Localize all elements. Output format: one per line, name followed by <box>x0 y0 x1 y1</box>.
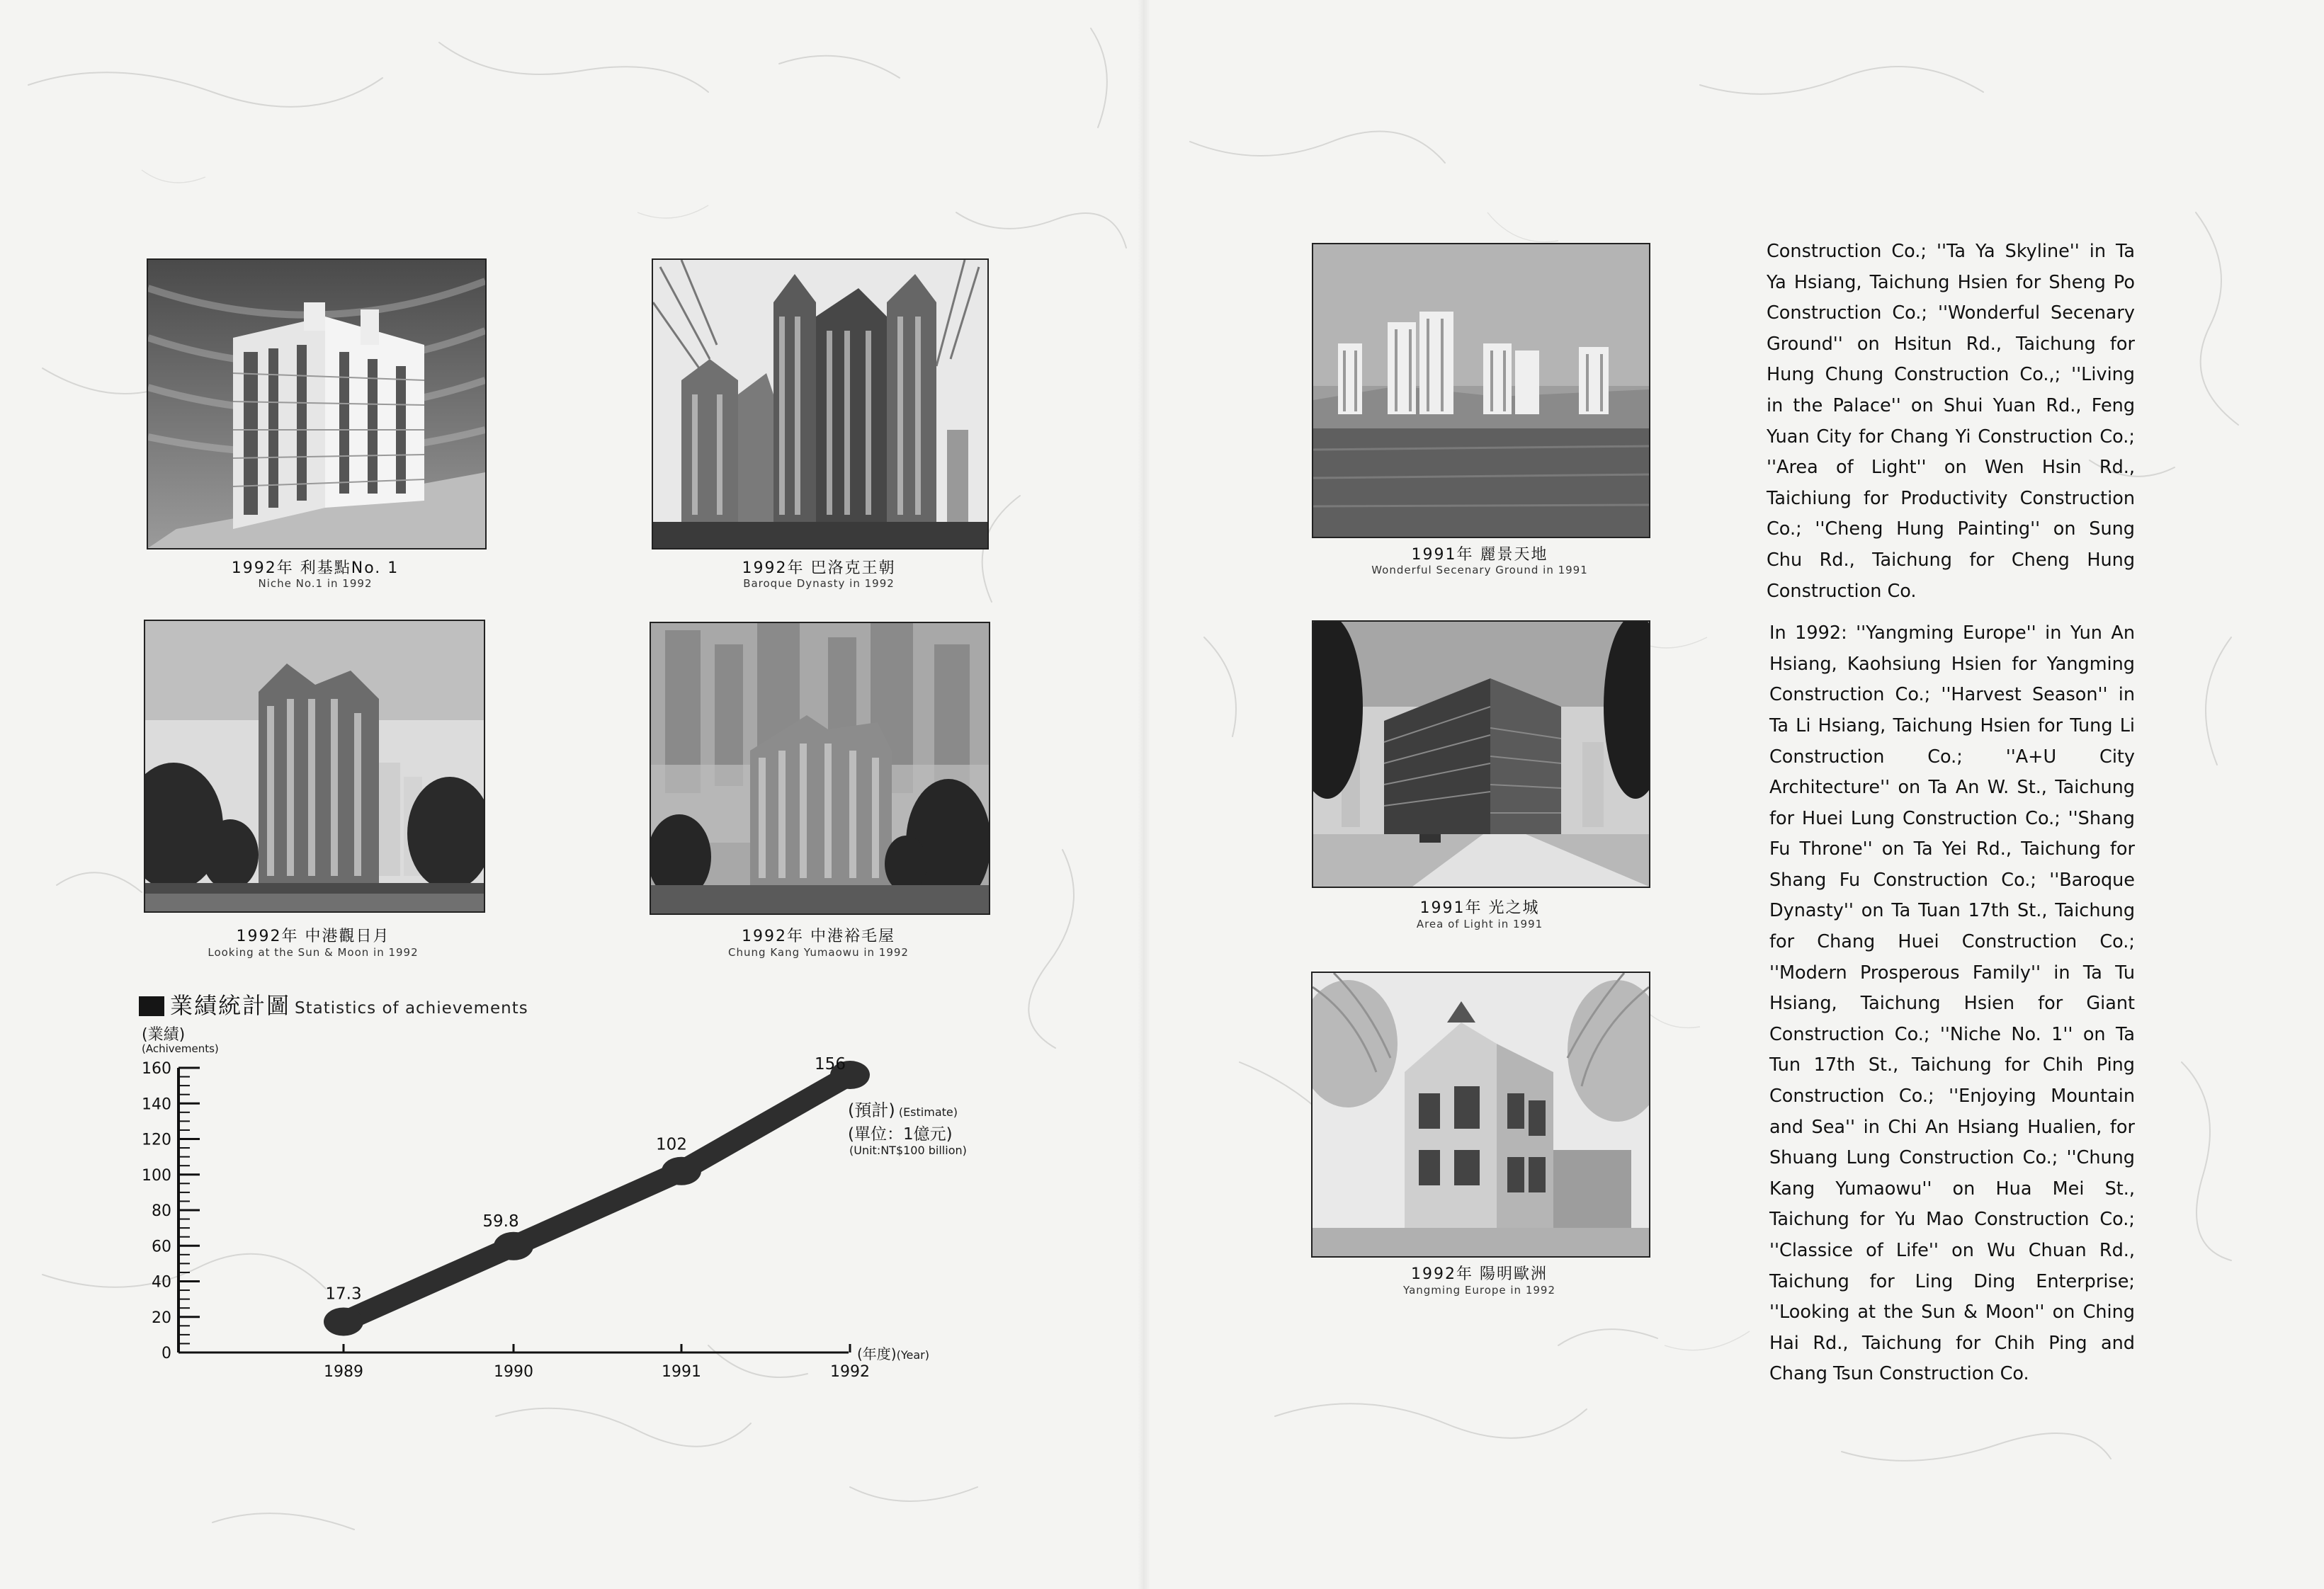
series-line <box>344 1075 850 1321</box>
y-axis-label-zh: (業績) <box>142 1026 186 1044</box>
chart-title-zh: 業績統計圖 <box>170 992 291 1019</box>
y-tick-label: 120 <box>142 1131 171 1149</box>
caption-en: Chung Kang Yumaowu in 1992 <box>728 946 909 959</box>
estimate-en: (Estimate) <box>898 1105 958 1119</box>
caption-zh: 1992年 巴洛克王朝 <box>742 559 896 577</box>
caption-en: Baroque Dynasty in 1992 <box>743 577 895 590</box>
paragraph-1: Construction Co.; ''Ta Ya Skyline'' in Ta Ya Hsiang, Taichung Hsien for Sheng Po Construction Co.; ''Wonderful Secenary Ground'' on Hsitun Rd., Taichung for Hung Chung Construction Co.,; ''Living in the Palace'' on Shui Yuan Rd., Feng Yuan City for Chang Yi Construction Co.; ''Area of Light'' on Wen Hsin Rd., Taichiung for Productivity Construction Co.; ''Cheng Hung Painting'' on Sung Chu Rd., Taichung for Cheng Hung Construction Co. <box>1767 241 2135 602</box>
x-tick-label: 1992 <box>830 1363 870 1381</box>
chart-title-en: Statistics of achievements <box>295 999 528 1018</box>
unit-label-zh: (單位：1億元) <box>848 1125 953 1144</box>
y-tick-label: 60 <box>152 1238 171 1256</box>
caption-zh: 1991年 麗景天地 <box>1411 546 1548 564</box>
data-label: 17.3 <box>325 1285 362 1304</box>
data-label: 102 <box>656 1135 687 1154</box>
estimate-zh: (預計) <box>848 1100 895 1120</box>
data-point <box>494 1232 533 1260</box>
x-axis-label <box>857 1343 929 1363</box>
caption-en: Niche No.1 in 1992 <box>258 577 373 590</box>
x-tick-label: 1989 <box>324 1363 363 1381</box>
y-tick-label: 160 <box>142 1060 171 1078</box>
caption-en: Looking at the Sun & Moon in 1992 <box>208 946 419 959</box>
x-axis-label-zh: (年度) <box>857 1345 897 1362</box>
data-point <box>324 1308 363 1336</box>
caption-zh: 1992年 陽明歐洲 <box>1411 1265 1548 1283</box>
data-label: 59.8 <box>482 1212 519 1231</box>
body-text <box>1767 237 2135 1390</box>
caption-en: Area of Light in 1991 <box>1416 918 1543 930</box>
y-tick-label: 140 <box>142 1095 171 1114</box>
caption-zh: 1991年 光之城 <box>1419 899 1540 917</box>
y-tick-label: 40 <box>152 1273 171 1292</box>
x-axis-label-en: (Year) <box>896 1348 929 1362</box>
caption-en: Yangming Europe in 1992 <box>1402 1284 1556 1297</box>
data-point <box>662 1157 701 1185</box>
y-tick-label: 100 <box>142 1166 171 1185</box>
caption-zh: 1992年 利基點No. 1 <box>231 559 399 577</box>
estimate-label <box>848 1096 958 1121</box>
data-label: 156 <box>815 1055 846 1074</box>
y-axis-label-en: (Achivements) <box>142 1042 219 1055</box>
caption-zh: 1992年 中港觀日月 <box>236 928 390 945</box>
caption-zh: 1992年 中港裕毛屋 <box>742 928 895 945</box>
y-tick-label: 0 <box>161 1345 171 1362</box>
caption-en: Wonderful Secenary Ground in 1991 <box>1371 564 1588 576</box>
x-tick-label: 1991 <box>662 1363 701 1381</box>
y-tick-label: 20 <box>152 1309 171 1327</box>
x-tick-label: 1990 <box>494 1363 533 1381</box>
y-tick-label: 80 <box>152 1202 171 1220</box>
paragraph-2: In 1992: ''Yangming Europe'' in Yun An Hsiang, Kaohsiung Hsien for Yangming Construction Co.; ''Harvest Season'' in Ta Li Hsiang, Taichung Hsien for Tung Li Construction Co.; ''A+U City Architecture'' on Ta An W. St., Taichung for Huei Lung Construction Co.; ''Shang Fu Throne'' on Ta Yei Rd., Taichung for Shang Fu Construction Co.; ''Baroque Dynasty'' on Ta Tuan 17th St., Taichung for Chang Huei Construction Co.; ''Modern Prosperous Family'' in Ta Tu Hsiang, Taichung Hsien for Giant Construction Co.; ''Niche No. 1'' on Ta Tun 17th St., Taichung for Chih Ping Construction Co.; ''Enjoying Mountain and Sea'' in Chi An Hsiang Hualien, for Shuang Lung Construction Co.; ''Chung Kang Yumaowu'' on Hua Mei St., Taichung for Yu Mao Construction Co.; ''Classice of Life'' on Wu Chuan Rd., Taichung for Ling Ding Enterprise; ''Looking at the Sun & Moon'' on Ching Hai Rd., Taichung for Chih Ping and Chang Tsun Construction Co. <box>1769 622 2135 1385</box>
unit-label-en: (Unit:NT$100 billion) <box>849 1144 967 1157</box>
